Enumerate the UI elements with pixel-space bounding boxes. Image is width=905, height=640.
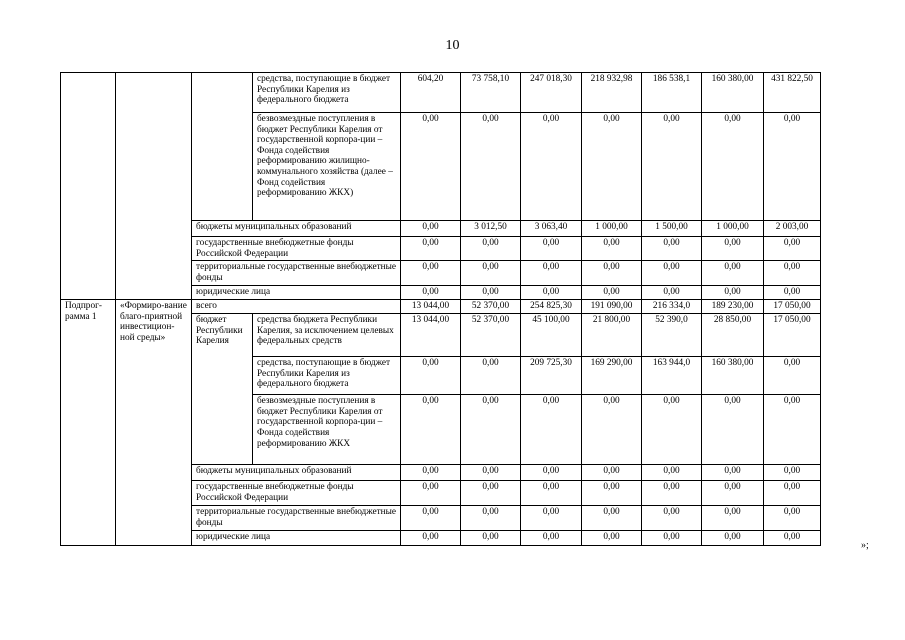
subprogram-code: Подпрог-рамма 1 — [61, 300, 116, 546]
value-cell: 431 822,50 — [764, 73, 821, 113]
row-label: государственные внебюджетные фонды Российской Федерации — [192, 237, 401, 261]
page-number: 10 — [445, 38, 460, 53]
value-cell: 254 825,30 — [521, 300, 582, 314]
row-label: юридические лица — [192, 286, 401, 300]
table-row — [61, 300, 821, 314]
value-cell: 160 380,00 — [702, 73, 764, 113]
row-label: территориальные государственные внебюджетные фонды — [192, 261, 401, 286]
value-cell: 0,00 — [401, 237, 461, 261]
row-label: бюджеты муниципальных образований — [192, 465, 401, 481]
value-cell: 218 932,98 — [582, 73, 642, 113]
value-cell: 1 000,00 — [582, 221, 642, 237]
value-cell: 0,00 — [521, 237, 582, 261]
value-cell: 160 380,00 — [702, 357, 764, 395]
value-cell: 0,00 — [702, 286, 764, 300]
subprogram-name: «Формиро-вание благо-приятной инвестицион-ной среды» — [116, 300, 192, 546]
value-cell: 0,00 — [582, 531, 642, 546]
value-cell: 13 044,00 — [401, 314, 461, 357]
value-cell: 0,00 — [764, 261, 821, 286]
value-cell: 0,00 — [702, 113, 764, 221]
value-cell: 0,00 — [521, 531, 582, 546]
value-cell: 0,00 — [702, 237, 764, 261]
table-row — [61, 73, 821, 113]
value-cell: 52 390,0 — [642, 314, 702, 357]
value-cell: 0,00 — [764, 395, 821, 465]
value-cell: 0,00 — [582, 113, 642, 221]
value-cell: 0,00 — [461, 237, 521, 261]
value-cell: 191 090,00 — [582, 300, 642, 314]
value-cell: 21 800,00 — [582, 314, 642, 357]
value-cell: 0,00 — [461, 357, 521, 395]
value-cell: 3 012,50 — [461, 221, 521, 237]
value-cell: 45 100,00 — [521, 314, 582, 357]
closing-quote-mark: »; — [861, 540, 869, 551]
value-cell: 604,20 — [401, 73, 461, 113]
value-cell: 3 063,40 — [521, 221, 582, 237]
row-label: всего — [192, 300, 401, 314]
value-cell: 186 538,1 — [642, 73, 702, 113]
value-cell: 73 758,10 — [461, 73, 521, 113]
program-name-cell — [116, 73, 192, 300]
value-cell: 0,00 — [582, 506, 642, 531]
value-cell: 0,00 — [401, 481, 461, 506]
budget-rk-label: бюджет Республики Карелия — [192, 314, 253, 465]
value-cell: 0,00 — [702, 395, 764, 465]
value-cell: 0,00 — [642, 506, 702, 531]
value-cell: 0,00 — [764, 531, 821, 546]
value-cell: 163 944,0 — [642, 357, 702, 395]
value-cell: 0,00 — [642, 286, 702, 300]
row-label: территориальные государственные внебюджетные фонды — [192, 506, 401, 531]
value-cell: 0,00 — [702, 531, 764, 546]
value-cell: 2 003,00 — [764, 221, 821, 237]
value-cell: 0,00 — [401, 221, 461, 237]
value-cell: 0,00 — [764, 357, 821, 395]
value-cell: 0,00 — [401, 395, 461, 465]
value-cell: 247 018,30 — [521, 73, 582, 113]
value-cell: 17 050,00 — [764, 300, 821, 314]
value-cell: 13 044,00 — [401, 300, 461, 314]
value-cell: 0,00 — [764, 237, 821, 261]
value-cell: 0,00 — [401, 531, 461, 546]
value-cell: 28 850,00 — [702, 314, 764, 357]
program-code-cell — [61, 73, 116, 300]
value-cell: 0,00 — [521, 261, 582, 286]
value-cell: 0,00 — [582, 465, 642, 481]
value-cell: 0,00 — [461, 395, 521, 465]
value-cell: 0,00 — [401, 357, 461, 395]
value-cell: 0,00 — [461, 481, 521, 506]
value-cell: 0,00 — [642, 481, 702, 506]
value-cell: 0,00 — [461, 113, 521, 221]
funding-table — [60, 72, 821, 546]
value-cell: 0,00 — [764, 465, 821, 481]
value-cell: 0,00 — [764, 506, 821, 531]
row-label: бюджеты муниципальных образований — [192, 221, 401, 237]
value-cell: 0,00 — [642, 531, 702, 546]
row-label: средства, поступающие в бюджет Республики Карелия из федерального бюджета — [253, 357, 401, 395]
source-group-cell — [192, 73, 253, 221]
value-cell: 0,00 — [461, 286, 521, 300]
value-cell: 216 334,0 — [642, 300, 702, 314]
value-cell: 0,00 — [582, 286, 642, 300]
value-cell: 0,00 — [461, 506, 521, 531]
value-cell: 0,00 — [764, 113, 821, 221]
value-cell: 0,00 — [642, 395, 702, 465]
value-cell: 1 000,00 — [702, 221, 764, 237]
value-cell: 0,00 — [521, 395, 582, 465]
row-label: государственные внебюджетные фонды Российской Федерации — [192, 481, 401, 506]
value-cell: 17 050,00 — [764, 314, 821, 357]
value-cell: 0,00 — [642, 465, 702, 481]
value-cell: 0,00 — [642, 237, 702, 261]
value-cell: 0,00 — [582, 261, 642, 286]
row-label: безвозмездные поступления в бюджет Республики Карелия от государственной корпора-ции – Фонда содействия реформированию ЖКХ — [253, 395, 401, 465]
value-cell: 0,00 — [401, 506, 461, 531]
value-cell: 0,00 — [521, 113, 582, 221]
value-cell: 1 500,00 — [642, 221, 702, 237]
value-cell: 52 370,00 — [461, 300, 521, 314]
value-cell: 0,00 — [461, 465, 521, 481]
value-cell: 52 370,00 — [461, 314, 521, 357]
value-cell: 0,00 — [582, 481, 642, 506]
value-cell: 189 230,00 — [702, 300, 764, 314]
value-cell: 0,00 — [521, 286, 582, 300]
value-cell: 0,00 — [764, 481, 821, 506]
value-cell: 169 290,00 — [582, 357, 642, 395]
value-cell: 0,00 — [401, 261, 461, 286]
value-cell: 0,00 — [521, 465, 582, 481]
value-cell: 209 725,30 — [521, 357, 582, 395]
value-cell: 0,00 — [702, 481, 764, 506]
value-cell: 0,00 — [582, 237, 642, 261]
value-cell: 0,00 — [702, 465, 764, 481]
value-cell: 0,00 — [642, 261, 702, 286]
value-cell: 0,00 — [642, 113, 702, 221]
value-cell: 0,00 — [702, 506, 764, 531]
value-cell: 0,00 — [401, 286, 461, 300]
value-cell: 0,00 — [461, 531, 521, 546]
value-cell: 0,00 — [702, 261, 764, 286]
value-cell: 0,00 — [461, 261, 521, 286]
value-cell: 0,00 — [401, 465, 461, 481]
row-label: юридические лица — [192, 531, 401, 546]
row-label: средства, поступающие в бюджет Республики Карелия из федерального бюджета — [253, 73, 401, 113]
value-cell: 0,00 — [764, 286, 821, 300]
row-label: безвозмездные поступления в бюджет Республики Карелия от государственной корпора-ции – Фонда содействия реформированию жилищно-коммунального хозяйства (далее – Фонд содействия реформированию ЖКХ) — [253, 113, 401, 221]
row-label: средства бюджета Республики Карелия, за исключением целевых федеральных средств — [253, 314, 401, 357]
value-cell: 0,00 — [521, 506, 582, 531]
value-cell: 0,00 — [582, 395, 642, 465]
value-cell: 0,00 — [521, 481, 582, 506]
value-cell: 0,00 — [401, 113, 461, 221]
